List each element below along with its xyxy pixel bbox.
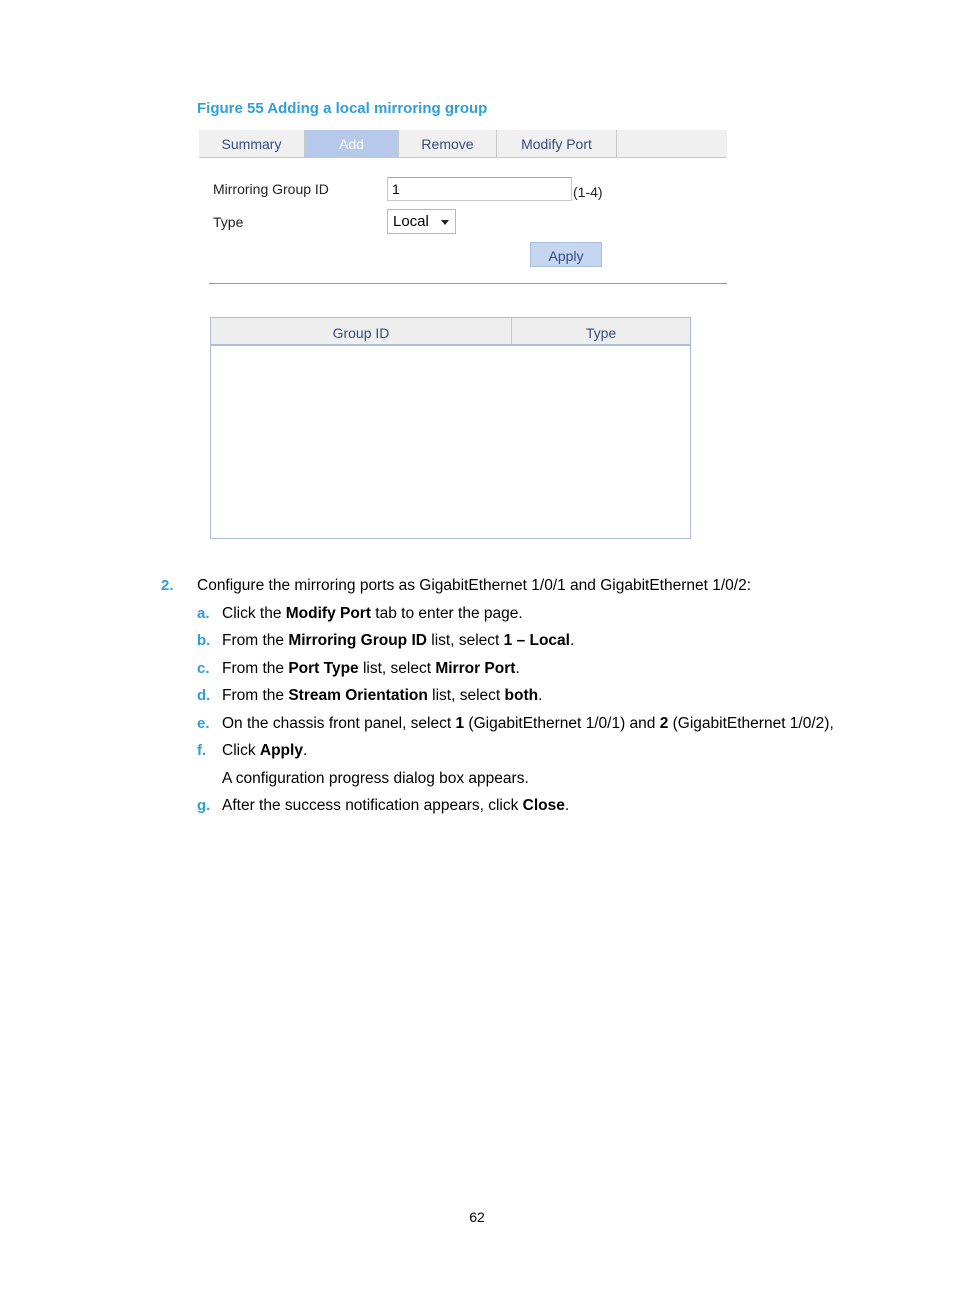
substep-text: (GigabitEthernet 1/0/1) and <box>464 715 660 732</box>
substep-text: . <box>564 797 570 814</box>
substep-bold-text: 1 – Local <box>503 632 570 649</box>
step-number: 2. <box>161 577 174 594</box>
substep-bold-text: 1 <box>455 715 465 732</box>
tab-bar <box>199 130 727 158</box>
substep-b <box>197 632 574 650</box>
substep-letter: c. <box>197 660 210 677</box>
substep-text: . <box>302 742 308 759</box>
substep-text: list, select <box>426 632 504 649</box>
substep-bold-text: 2 <box>659 715 669 732</box>
substep-text: On the chassis front panel, select <box>222 715 456 732</box>
substep-text: Click the <box>222 605 286 622</box>
column-header-group-id: Group ID <box>211 318 512 344</box>
substep-f-note: A configuration progress dialog box appears. <box>222 770 529 787</box>
tab-add[interactable]: Add <box>305 130 399 157</box>
tab-summary[interactable]: Summary <box>199 130 305 157</box>
apply-button[interactable]: Apply <box>530 242 602 267</box>
substep-a <box>197 605 523 623</box>
substep-letter: d. <box>197 687 211 704</box>
substep-text: list, select <box>358 660 436 677</box>
page-number: 62 <box>469 1209 485 1225</box>
section-divider <box>209 283 727 284</box>
substep-text: From the <box>222 687 289 704</box>
type-label: Type <box>213 214 244 230</box>
substep-d <box>197 687 542 705</box>
substep-bold-text: both <box>504 687 539 704</box>
group-id-label: Mirroring Group ID <box>213 181 329 197</box>
substep-letter: e. <box>197 715 210 732</box>
group-id-range-hint: (1-4) <box>573 184 603 200</box>
substep-g <box>197 797 569 815</box>
substep-letter: g. <box>197 797 211 814</box>
figure-caption: Figure 55 Adding a local mirroring group <box>197 100 488 117</box>
substep-letter: a. <box>197 605 210 622</box>
substep-bold-text: Stream Orientation <box>288 687 428 704</box>
substep-text: After the success notification appears, click <box>222 797 523 814</box>
substep-text: From the <box>222 660 289 677</box>
table-header <box>211 318 690 346</box>
type-select-value: Local <box>393 213 429 230</box>
substep-e <box>197 715 834 733</box>
substep-bold-text: Close <box>522 797 565 814</box>
substep-letter: b. <box>197 632 211 649</box>
substep-bold-text: Modify Port <box>285 605 371 622</box>
substep-text: list, select <box>427 687 505 704</box>
substep-c <box>197 660 520 678</box>
substep-text: (GigabitEthernet 1/0/2), <box>668 715 834 732</box>
step-text: Configure the mirroring ports as GigabitEthernet 1/0/1 and GigabitEthernet 1/0/2: <box>197 577 752 594</box>
group-id-input[interactable] <box>387 177 572 201</box>
substep-bold-text: Port Type <box>288 660 359 677</box>
substep-text: . <box>515 660 520 677</box>
substep-text: From the <box>222 632 289 649</box>
mirroring-group-table <box>210 317 691 539</box>
substep-bold-text: Mirror Port <box>435 660 516 677</box>
substep-f <box>197 742 307 760</box>
substep-text: . <box>538 687 543 704</box>
substep-bold-text: Apply <box>259 742 303 759</box>
tab-remove[interactable]: Remove <box>399 130 497 157</box>
substep-text: Click <box>222 742 260 759</box>
column-header-type: Type <box>585 325 617 341</box>
type-select[interactable] <box>387 209 456 234</box>
chevron-down-icon <box>441 220 449 225</box>
substep-text: tab to enter the page. <box>371 605 523 622</box>
substep-letter: f. <box>197 742 207 759</box>
substep-text: . <box>569 632 575 649</box>
tab-modify-port[interactable]: Modify Port <box>497 130 617 157</box>
substep-bold-text: Mirroring Group ID <box>288 632 427 649</box>
